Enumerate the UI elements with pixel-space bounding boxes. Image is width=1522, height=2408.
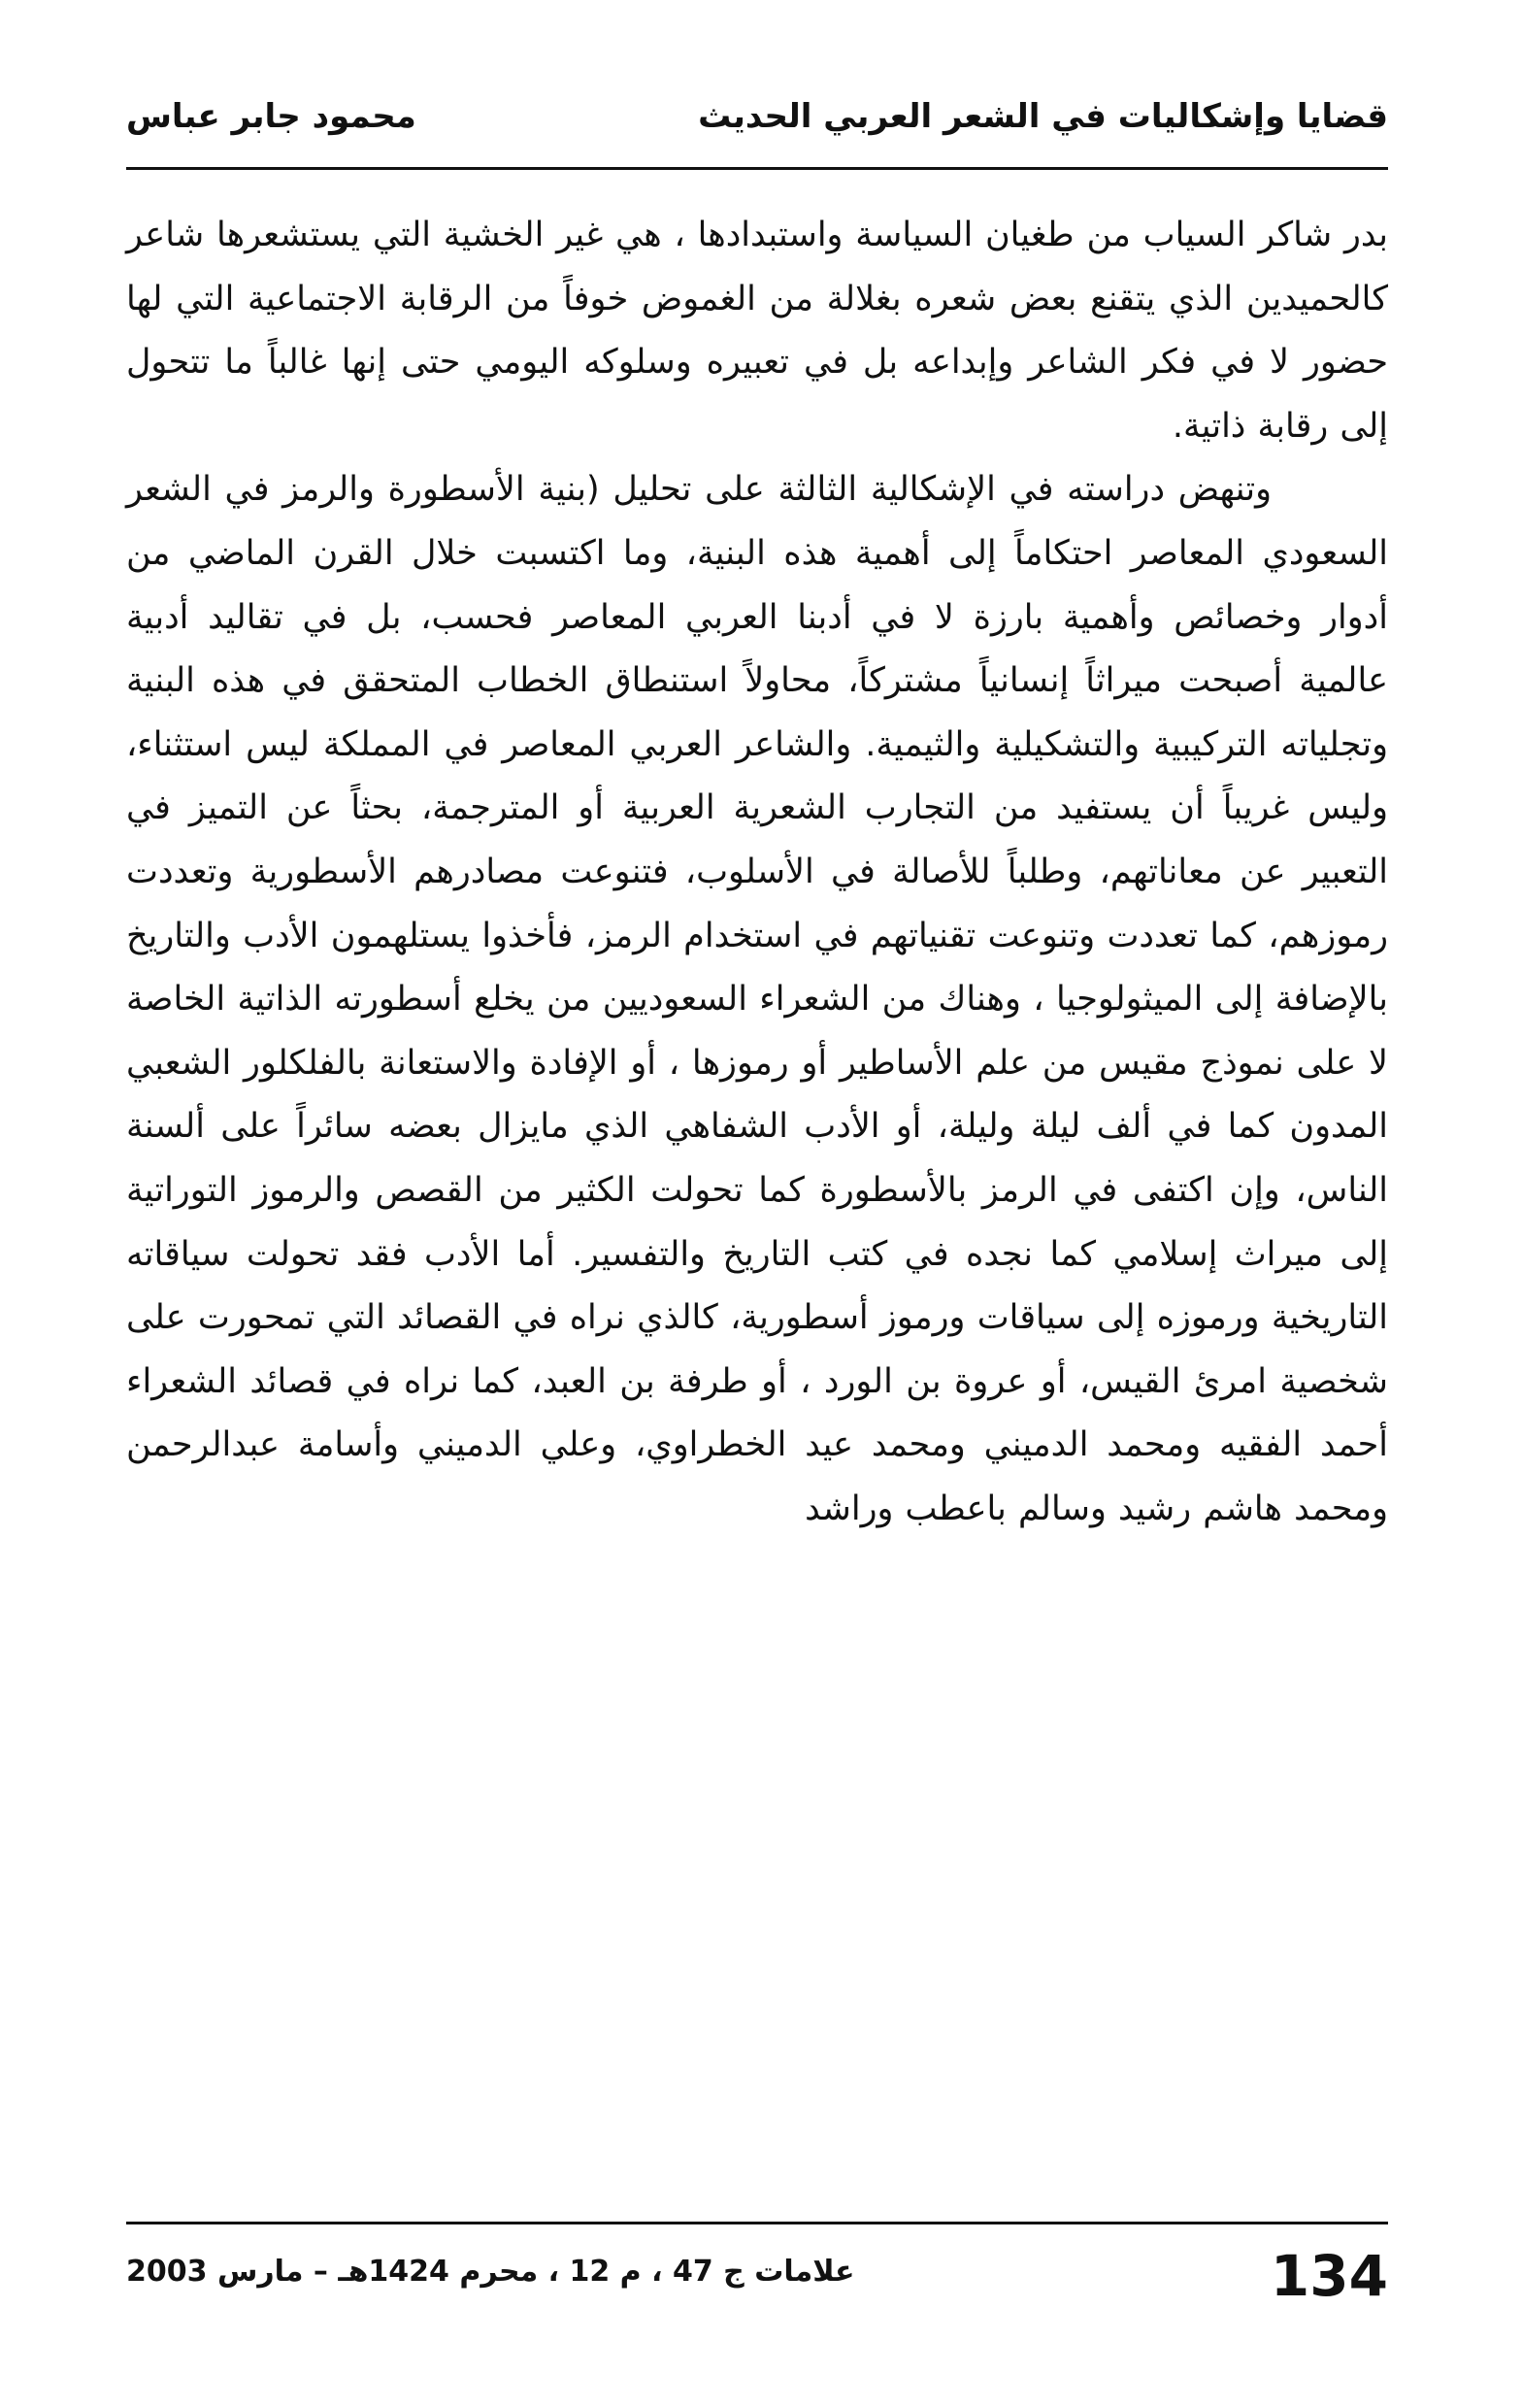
- author-name: محمود جابر عباس: [126, 97, 416, 136]
- running-footer: [126, 2235, 1388, 2323]
- book-page: [126, 68, 1388, 2359]
- journal-citation: علامات ج 47 ، م 12 ، محرم 1424هـ – مارس 2003: [126, 2255, 855, 2289]
- body-text: [126, 204, 1388, 1541]
- paragraph-2: وتنهض دراسته في الإشكالية الثالثة على تحليل (بنية الأسطورة والرمز في الشعر السعودي المعاصر احتكاماً إلى أهمية هذه البنية، وما اكتسبت خلال القرن الماضي من أدوار وخصائص وأهمية بارزة لا في أدبنا العربي المعاصر فحسب، بل في تقاليد أدبية عالمية أصبحت ميراثاً إنسانياً مشتركاً، محاولاً استنطاق الخطاب المتحقق في هذه البنية وتجلياته التركيبية والتشكيلية والثيمية. والشاعر العربي المعاصر في المملكة ليس استثناء، وليس غريباً أن يستفيد من التجارب الشعرية العربية أو المترجمة، بحثاً عن التميز في التعبير عن معاناتهم، وطلباً للأصالة في الأسلوب، فتنوعت مصادرهم الأسطورية وتعددت رموزهم، كما تعددت وتنوعت تقنياتهم في استخدام الرمز، فأخذوا يستلهمون الأدب والتاريخ بالإضافة إلى الميثولوجيا ، وهناك من الشعراء السعوديين من يخلع أسطورته الذاتية الخاصة لا على نموذج مقيس من علم الأساطير أو رموزها ، أو الإفادة والاستعانة بالفلكلور الشعبي المدون كما في ألف ليلة وليلة، أو الأدب الشفاهي الذي مايزال بعضه سائراً على ألسنة الناس، وإن اكتفى في الرمز بالأسطورة كما تحولت الكثير من القصص والرموز التوراتية إلى ميراث إسلامي كما نجده في كتب التاريخ والتفسير. أما الأدب فقد تحولت سياقاته التاريخية ورموزه إلى سياقات ورموز أسطورية، كالذي نراه في القصائد التي تمحورت على شخصية امرئ القيس، أو عروة بن الورد ، أو طرفة بن العبد، كما نراه في قصائد الشعراء أحمد الفقيه ومحمد الدميني ومحمد عيد الخطراوي، وعلي الدميني وأسامة عبدالرحمن ومحمد هاشم رشيد وسالم باعطب وراشد: [126, 470, 1388, 1528]
- paragraph-1: بدر شاكر السياب من طغيان السياسة واستبدادها ، هي غير الخشية التي يستشعرها شاعر كالحميدين الذي يتقنع بعض شعره بغلالة من الغموض خوفاً من الرقابة الاجتماعية التي لها حضور لا في فكر الشاعر وإبداعه بل في تعبيره وسلوكه اليومي حتى إنها غالباً ما تتحول إلى رقابة ذاتية.: [126, 216, 1388, 446]
- running-header: [126, 87, 1388, 155]
- footer-rule: [126, 2222, 1388, 2224]
- book-title: قضايا وإشكاليات في الشعر العربي الحديث: [698, 97, 1388, 136]
- page-number: 134: [1270, 2243, 1388, 2309]
- header-rule: [126, 167, 1388, 170]
